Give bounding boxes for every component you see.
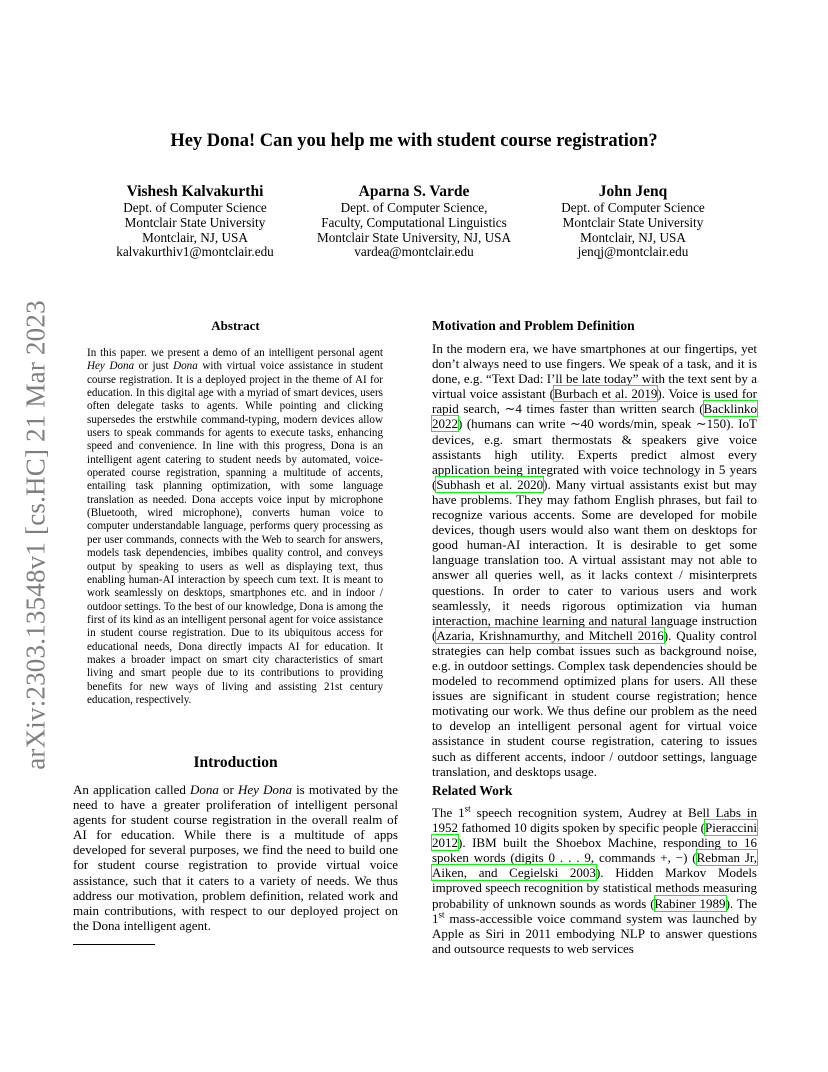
superscript: st <box>464 803 471 814</box>
author-name: Vishesh Kalvakurthi <box>126 183 264 200</box>
related-text: ). Hidden Markov Models improved speech recognition by statistical methods measuring probability of unknown sounds as words ( <box>432 865 757 911</box>
intro-text: or <box>218 782 239 797</box>
author-block-2 <box>307 182 521 260</box>
author-affiliation: Dept. of Computer Science, <box>340 200 488 215</box>
related-work-body <box>432 805 757 956</box>
motivation-text: ). Many virtual assistants exist but may have problems. They may fathom English phrases, but fail to recognize various accents. Some are developed for mobile devices, though users would also want them on desktops for good human-AI interaction. It is desirable to get some language translation too. A virtual assistant may not able to answer all queries well, as it lacks context / misinterprets questions. In order to cater to various users and work seamlessly, it needs rigorous optimization via human interaction, machine learning and natural language instruction ( <box>432 476 757 643</box>
author-location: Montclair, NJ, USA <box>580 229 686 245</box>
citation-link[interactable]: Burbach et al. 2019 <box>553 386 658 402</box>
motivation-body <box>432 341 757 779</box>
introduction-body <box>73 782 398 933</box>
motivation-text: In the modern era, we have smartphones at our fingertips, yet don’t always need to use fingers. We speak of a task, and it is done, e.g. “Text Dad: I’ll be late today” with the text sent by a virtual voice assistant ( <box>432 341 757 402</box>
author-affiliation: Dept. of Computer Science <box>561 200 705 215</box>
citation-link[interactable]: Subhash et al. 2020 <box>436 476 544 492</box>
arxiv-identifier: arXiv:2303.13548v1 [cs.HC] 21 Mar 2023 <box>20 300 51 770</box>
citation-link[interactable]: Rabiner 1989 <box>654 895 726 911</box>
author-email[interactable]: vardea@montclair.edu <box>354 244 474 260</box>
author-email[interactable]: kalvakurthiv1@montclair.edu <box>116 244 274 260</box>
motivation-text: ). Quality control strategies can help combat issues such as background noise, e.g. in outdoor settings. Complex task dependencies should be modeled to recommend optimized plans for users. All these issues are significant in student course registration; hence motivating our work. We thus define our problem as the need to develop an intelligent personal agent for virtual voice assistance in student course registration, catering to issues such as different accents, indoor / outdoor settings, language translation, and desktops usage. <box>432 627 757 779</box>
citation-link[interactable]: Backlinko 2022 <box>432 401 757 432</box>
citation-link[interactable]: Rebman Jr, Aiken, and Cegielski 2003 <box>432 850 757 881</box>
intro-text: An application called <box>73 782 191 797</box>
motivation-heading: Motivation and Problem Definition <box>432 318 635 333</box>
abstract-text: or just <box>134 360 174 373</box>
abstract-emphasis: Dona <box>173 360 198 373</box>
related-text: mass-accessible voice command system was launched by Apple as Siri in 2011 embodying NLP to answer questions and outsource requests to web services <box>432 910 757 956</box>
related-work-heading: Related Work <box>432 783 513 798</box>
author-name: Aparna S. Varde <box>358 183 470 200</box>
citation-link[interactable]: Azaria, Krishnamurthy, and Mitchell 2016 <box>436 627 664 643</box>
citation-link[interactable]: Pieraccini 2012 <box>432 820 757 851</box>
abstract-text: In this paper. we present a demo of an intelligent personal agent <box>87 347 383 359</box>
author-affiliation: Faculty, Computational Linguistics <box>321 214 507 230</box>
author-affiliation: Montclair State University <box>562 214 704 230</box>
footnote-divider <box>73 944 155 945</box>
abstract-emphasis: Hey Dona <box>87 360 135 373</box>
author-affiliation: Montclair State University <box>124 214 266 230</box>
motivation-text: ). Voice is used for rapid search, ∼4 times faster than written search ( <box>432 386 757 417</box>
intro-emphasis: Dona <box>190 782 219 797</box>
abstract-body <box>87 347 383 707</box>
author-email[interactable]: jenqj@montclair.edu <box>577 244 689 260</box>
introduction-heading: Introduction <box>193 754 278 771</box>
author-name: John Jenq <box>598 183 668 200</box>
abstract-text: with virtual voice assistance in student course registration. It is a deployed project in the theme of AI for education. In this digital age with a myriad of smart devices, users often delegate tasks to agents. While pointing and clicking supersedes the erstwhile command-typing, modern devices allow users to speak commands for agents to execute tasks, enhancing speed and convenience. In line with this progress, Dona is an intelligent agent catering to student needs by automated, voice-operated course registration, spanning a multitude of accents, entailing task planning optimization, with some language translation as needed. Dona accepts voice input by microphone (Bluetooth, wired microphone), converts human voice to computer understandable language, performs query processing as per user commands, connects with the Web to search for answers, models task dependencies, imbibes quality control, and conveys output by speaking to users as well as displaying text, thus enabling human-AI interaction by speech cum text. It is meant to work seamlessly on desktops, smartphones etc. and in indoor / outdoor settings. To the best of our knowledge, Dona is among the first of its kind as an intelligent personal agent for voice assistance in student course registration. Due to its ubiquitous access for educational needs, Dona directly impacts AI for education. It makes a broader impact on smart city characteristics of smart living and smart people due to its contributions to providing benefits for new ways of living and assisting 21st century education, respectively. <box>87 360 383 706</box>
motivation-text: ) (humans can write ∼40 words/min, speak ∼150). IoT devices, e.g. smart thermostats & speakers give voice assistants high utility. Experts predict almost every application being integrated with voice technology in 5 years ( <box>432 416 757 492</box>
superscript: st <box>438 909 445 920</box>
related-text: speech recognition system, Audrey at Bell Labs in 1952 fathomed 10 digits spoken by specific people ( <box>432 805 757 836</box>
author-block-1 <box>112 182 278 260</box>
related-text: The 1 <box>432 805 465 820</box>
author-block-3 <box>549 182 717 260</box>
intro-text: is motivated by the need to have a greater proliferation of intelligent personal agents for student course registration in the overall realm of AI for education. While there is a multitude of apps developed for several purposes, we find the need to build one for student course registration to provide virtual voice assistance, such that it caters to a variety of needs. We thus address our motivation, problem definition, related work and main contributions, with respect to our deployed project on the Dona intelligent agent. <box>73 782 398 933</box>
author-location: Montclair State University, NJ, USA <box>316 229 511 245</box>
intro-emphasis: Hey Dona <box>238 782 292 797</box>
author-location: Montclair, NJ, USA <box>142 229 248 245</box>
related-text: ). IBM built the Shoebox Machine, responding to 16 spoken words (digits 0 . . . 9, commands +, −) ( <box>432 835 757 866</box>
abstract-heading: Abstract <box>211 318 260 333</box>
paper-title: Hey Dona! Can you help me with student course registration? <box>170 131 658 151</box>
related-text: ). The 1 <box>432 895 757 926</box>
author-affiliation: Dept. of Computer Science <box>123 200 267 215</box>
